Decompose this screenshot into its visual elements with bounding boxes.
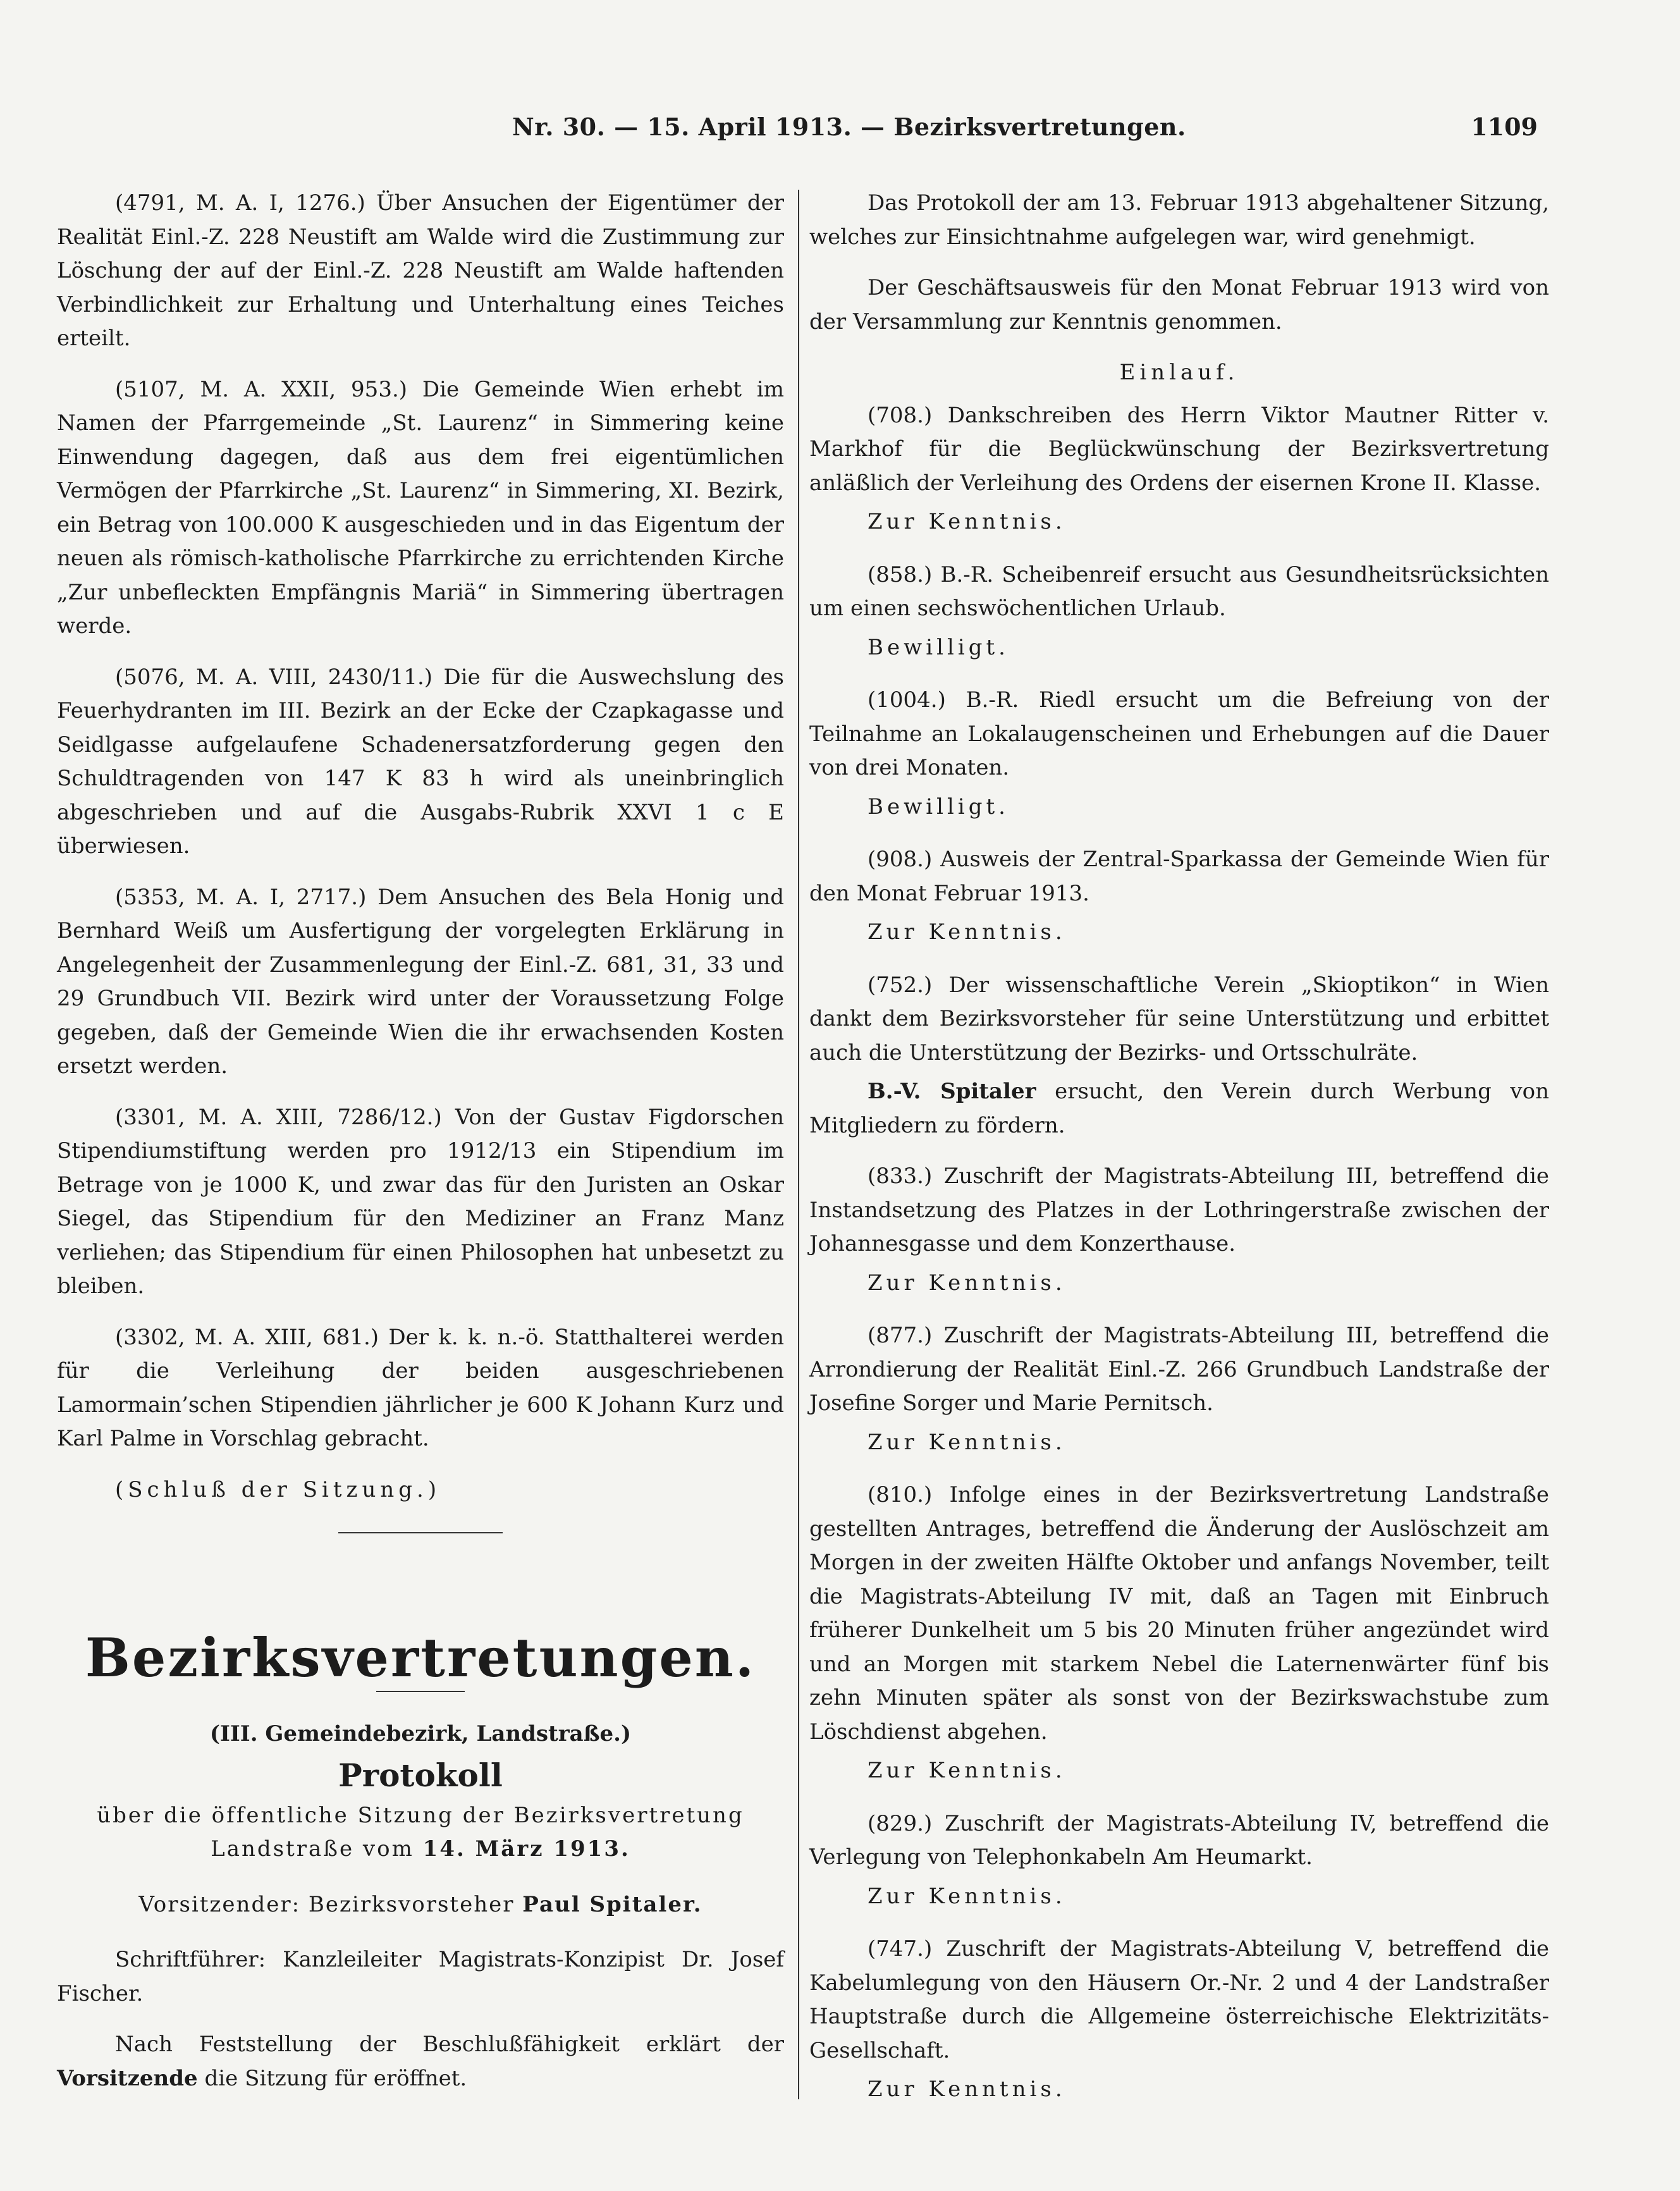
item-1004-decision: Bewilligt. [868,794,1009,819]
chair-line [57,1888,784,1922]
einlauf-heading: Einlauf. [1119,360,1239,385]
item-858-decision: Bewilligt. [868,634,1009,660]
item-752: (752.) Der wissenschaftliche Verein „Skioptikon“ in Wien dankt dem Bezirksvorsteher für seine Unterstützung und erbittet auch die Unterstützung der Bezirks- und Ortsschulräte. [809,972,1549,1065]
secretary-line: Schriftführer: Kanzleileiter Magistrats-Konzipist Dr. Josef Fischer. [57,1947,784,2006]
running-head: Nr. 30. — 15. April 1913. — Bezirksvertretungen. [512,113,1186,141]
section-title: Bezirksvertretungen. [85,1626,756,1689]
item-908-decision: Zur Kenntnis. [868,919,1066,945]
paragraph-3302: (3302, M. A. XIII, 681.) Der k. k. n.-ö. Statthalterei werden für die Verleihung der beiden ausgeschriebenen Lamormain’schen Stipendien jährlicher je 600 K Johann Kurz und Karl Palme in Vorschlag gebracht. [57,1324,784,1451]
opening-line [57,2028,784,2096]
protocol-title: Protokoll [338,1757,503,1794]
protocol-place: Landstraße vom [211,1836,414,1862]
paragraph-5107: (5107, M. A. XXII, 953.) Die Gemeinde Wien erhebt im Namen der Pfarrgemeinde „St. Laurenz“ in Simmering keine Einwendung dagegen, daß aus dem frei eigentümlichen Vermögen der Pfarrkirche „St. Laurenz“ in Simmering, XI. Bezirk, ein Betrag von 100.000 K ausgeschieden und in das Eigentum der neuen als römisch-katholische Pfarrkirche zu errichtenden Kirche „Zur unbefleckten Empfängnis Mariä“ in Simmering übertragen werde. [57,376,784,639]
right-column [809,187,1549,2126]
item-833: (833.) Zuschrift der Magistrats-Abteilung III, betreffend die Instandsetzung des Platzes in der Lothringerstraße zwischen der Johannesgasse und dem Konzerthause. [809,1163,1549,1256]
item-908: (908.) Ausweis der Zentral-Sparkassa der Gemeinde Wien für den Monat Februar 1913. [809,847,1549,906]
item-877: (877.) Zuschrift der Magistrats-Abteilung III, betreffend die Arrondierung der Realität Einl.-Z. 266 Grundbuch Landstraße der Josefine Sorger und Marie Pernitsch. [809,1323,1549,1416]
item-829-decision: Zur Kenntnis. [868,1883,1066,1909]
closing-note: (Schluß der Sitzung.) [115,1476,441,1502]
opening-suffix: die Sitzung für eröffnet. [204,2065,467,2091]
item-877-decision: Zur Kenntnis. [868,1429,1066,1455]
page-header [0,113,1680,157]
chair-name: Paul Spitaler. [522,1891,702,1917]
item-1004: (1004.) B.-R. Riedl ersucht um die Befreiung von der Teilnahme an Lokalaugenscheinen und Erhebungen auf die Dauer von drei Monaten. [809,687,1549,780]
protocol-line-1: über die öffentliche Sitzung der Bezirksvertretung [97,1802,744,1828]
chair-label: Vorsitzender: Bezirksvorsteher [138,1891,515,1917]
business-report: Der Geschäftsausweis für den Monat Februar 1913 wird von der Versammlung zur Kenntnis genommen. [809,275,1549,334]
item-708-decision: Zur Kenntnis. [868,509,1066,534]
opening-prefix: Nach Feststellung der Beschlußfähigkeit erklärt der [115,2032,784,2057]
item-752-request: ersucht, den Verein durch Werbung von Mitgliedern zu fördern. [809,1079,1549,1138]
item-858: (858.) B.-R. Scheibenreif ersucht aus Gesundheitsrücksichten um einen sechswöchentlichen Urlaub. [809,562,1549,621]
page-number: 1109 [1471,113,1538,141]
column-divider [798,190,799,2099]
item-747: (747.) Zuschrift der Magistrats-Abteilung V, betreffend die Kabelumlegung von den Häusern Or.-Nr. 2 und 4 der Landstraßer Hauptstraße durch die Allgemeine österreichische Elektrizitäts-Gesellschaft. [809,1936,1549,2063]
section-separator [338,1532,503,1533]
protocol-line-2 [57,1832,784,1867]
section-subtitle: (III. Gemeindebezirk, Landstraße.) [209,1721,632,1746]
item-829: (829.) Zuschrift der Magistrats-Abteilung IV, betreffend die Verlegung von Telephonkabeln Am Heumarkt. [809,1810,1549,1870]
item-833-decision: Zur Kenntnis. [868,1270,1066,1296]
item-810-decision: Zur Kenntnis. [868,1758,1066,1783]
minutes-approval: Das Protokoll der am 13. Februar 1913 abgehaltener Sitzung, welches zur Einsichtnahme aufgelegen war, wird genehmigt. [809,190,1549,250]
protocol-date: 14. März 1913. [422,1836,630,1862]
left-column [57,187,784,2113]
item-810: (810.) Infolge eines in der Bezirksvertretung Landstraße gestellten Antrages, betreffend die Änderung der Auslöschzeit am Morgen in der zweiten Hälfte Oktober und anfangs November, teilt die Magistrats-Abteilung IV mit, daß an Tagen mit Einbruch früherer Dunkelheit um 5 bis 20 Minuten früher angezündet wird und an Morgen mit starkem Nebel die Laternenwärter fünf bis zehn Minuten später als sonst von der Bezirkswachstube zum Löschdienst abgehen. [809,1482,1549,1745]
paragraph-5076: (5076, M. A. VIII, 2430/11.) Die für die Auswechslung des Feuerhydranten im III. Bezirk an der Ecke der Czapkagasse und Seidlgasse aufgelaufene Schadenersatzforderung gegen den Schuldtragenden von 147 K 83 h wird als uneinbringlich abgeschrieben und auf die Ausgabs-Rubrik XXVI 1 c E überwiesen. [57,664,784,859]
opening-chair: Vorsitzende [57,2065,198,2091]
paragraph-3301: (3301, M. A. XIII, 7286/12.) Von der Gustav Figdorschen Stipendiumstiftung werden pro 1912/13 ein Stipendium im Betrage von je 1000 K, und zwar das für den Juristen an Oskar Siegel, das Stipendium für den Mediziner an Franz Manz verliehen; das Stipendium für einen Philosophen hat unbesetzt zu bleiben. [57,1104,784,1299]
title-rule [376,1691,465,1692]
item-752-speaker: B.-V. Spitaler [868,1079,1036,1104]
item-708: (708.) Dankschreiben des Herrn Viktor Mautner Ritter v. Markhof für die Beglückwünschung der Bezirksvertretung anläßlich der Verleihung des Ordens der eisernen Krone II. Klasse. [809,402,1549,496]
item-752-followup [809,1075,1549,1143]
paragraph-5353: (5353, M. A. I, 2717.) Dem Ansuchen des Bela Honig und Bernhard Weiß um Ausfertigung der vorgelegten Erklärung in Angelegenheit der Zusammenlegung der Einl.-Z. 681, 31, 33 und 29 Grundbuch VII. Bezirk wird unter der Voraussetzung Folge gegeben, daß der Gemeinde Wien die ihr erwachsenden Kosten ersetzt werden. [57,884,784,1079]
item-747-decision: Zur Kenntnis. [868,2077,1066,2102]
paragraph-4791: (4791, M. A. I, 1276.) Über Ansuchen der Eigentümer der Realität Einl.-Z. 228 Neustift am Walde wird die Zustimmung zur Löschung der auf der Einl.-Z. 228 Neustift am Walde haftenden Verbindlichkeit zur Erhaltung und Unterhaltung eines Teiches erteilt. [57,190,784,351]
